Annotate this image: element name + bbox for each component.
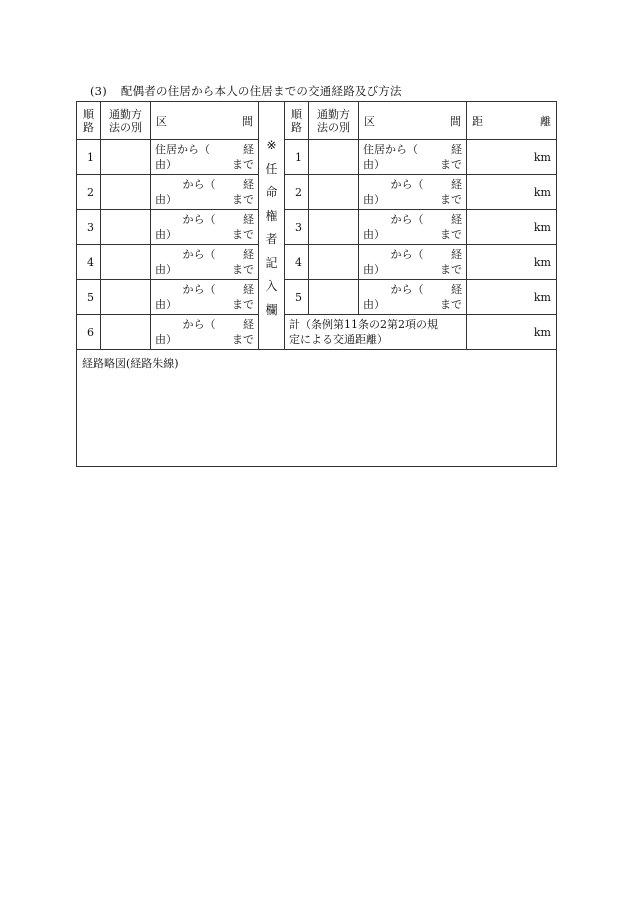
section-field[interactable]: 住居から（ 経 由） まで (151, 140, 259, 175)
route-map-area[interactable] (77, 350, 557, 467)
note-char: 権 (265, 208, 278, 223)
section-field[interactable]: から（ 経 由） まで (151, 280, 259, 315)
table-row (77, 245, 557, 280)
method-field[interactable] (309, 175, 359, 210)
section-number: (3) (90, 84, 107, 98)
distance-field[interactable]: km (467, 210, 557, 245)
table-row (77, 175, 557, 210)
method-field[interactable] (309, 245, 359, 280)
total-distance-label: 計（条例第11条の2第2項の規 定による交通距離） (285, 315, 467, 350)
section-field[interactable]: 住居から（ 経 由） まで (359, 140, 467, 175)
note-char: 者 (265, 232, 278, 246)
table-row (77, 140, 557, 175)
table-row (77, 210, 557, 245)
section-field[interactable]: から（ 経 由） まで (359, 280, 467, 315)
note-char: 任 (265, 161, 278, 176)
section-field[interactable]: から（ 経 由） まで (151, 210, 259, 245)
note-char: 命 (265, 185, 278, 199)
route-number: 3 (285, 210, 309, 245)
section-title: 配偶者の住居から本人の住居までの交通経路及び方法 (120, 84, 402, 98)
note-char: 入 (265, 279, 278, 293)
appointer-note-column (259, 102, 285, 350)
header-distance: 距 離 (467, 102, 557, 140)
header-section-left: 区 間 (151, 102, 259, 140)
method-field[interactable] (101, 245, 151, 280)
method-field[interactable] (309, 210, 359, 245)
distance-field[interactable]: km (467, 245, 557, 280)
note-char: 記 (265, 255, 278, 270)
section-heading (90, 83, 402, 99)
route-number: 3 (77, 210, 101, 245)
header-method-left: 通勤方 法の別 (101, 102, 151, 140)
section-field[interactable]: から（ 経 由） まで (359, 245, 467, 280)
section-field[interactable]: から（ 経 由） まで (151, 245, 259, 280)
route-number: 4 (77, 245, 101, 280)
route-number: 2 (77, 175, 101, 210)
section-field[interactable]: から（ 経 由） まで (151, 315, 259, 350)
table-row (77, 280, 557, 315)
header-order-right: 順 路 (285, 102, 309, 140)
table-row (77, 315, 557, 350)
header-method-right: 通勤方 法の別 (309, 102, 359, 140)
route-number: 5 (285, 280, 309, 315)
distance-field[interactable]: km (467, 280, 557, 315)
note-char: ※ (266, 138, 277, 152)
method-field[interactable] (309, 140, 359, 175)
route-number: 5 (77, 280, 101, 315)
commute-route-table (76, 101, 557, 467)
method-field[interactable] (101, 315, 151, 350)
method-field[interactable] (101, 140, 151, 175)
section-field[interactable]: から（ 経 由） まで (359, 175, 467, 210)
route-map-row (77, 350, 557, 467)
section-field[interactable]: から（ 経 由） まで (151, 175, 259, 210)
route-number: 6 (77, 315, 101, 350)
section-field[interactable]: から（ 経 由） まで (359, 210, 467, 245)
route-map-label: 経路略図(経路朱線) (82, 357, 179, 370)
header-order-left: 順 路 (77, 102, 101, 140)
method-field[interactable] (101, 210, 151, 245)
distance-field[interactable]: km (467, 140, 557, 175)
route-number: 4 (285, 245, 309, 280)
method-field[interactable] (309, 280, 359, 315)
method-field[interactable] (101, 280, 151, 315)
header-section-right: 区 間 (359, 102, 467, 140)
route-number: 1 (285, 140, 309, 175)
route-number: 2 (285, 175, 309, 210)
total-distance-field[interactable]: km (467, 315, 557, 350)
route-number: 1 (77, 140, 101, 175)
method-field[interactable] (101, 175, 151, 210)
note-char: 欄 (265, 302, 278, 317)
distance-field[interactable]: km (467, 175, 557, 210)
header-row (77, 102, 557, 140)
